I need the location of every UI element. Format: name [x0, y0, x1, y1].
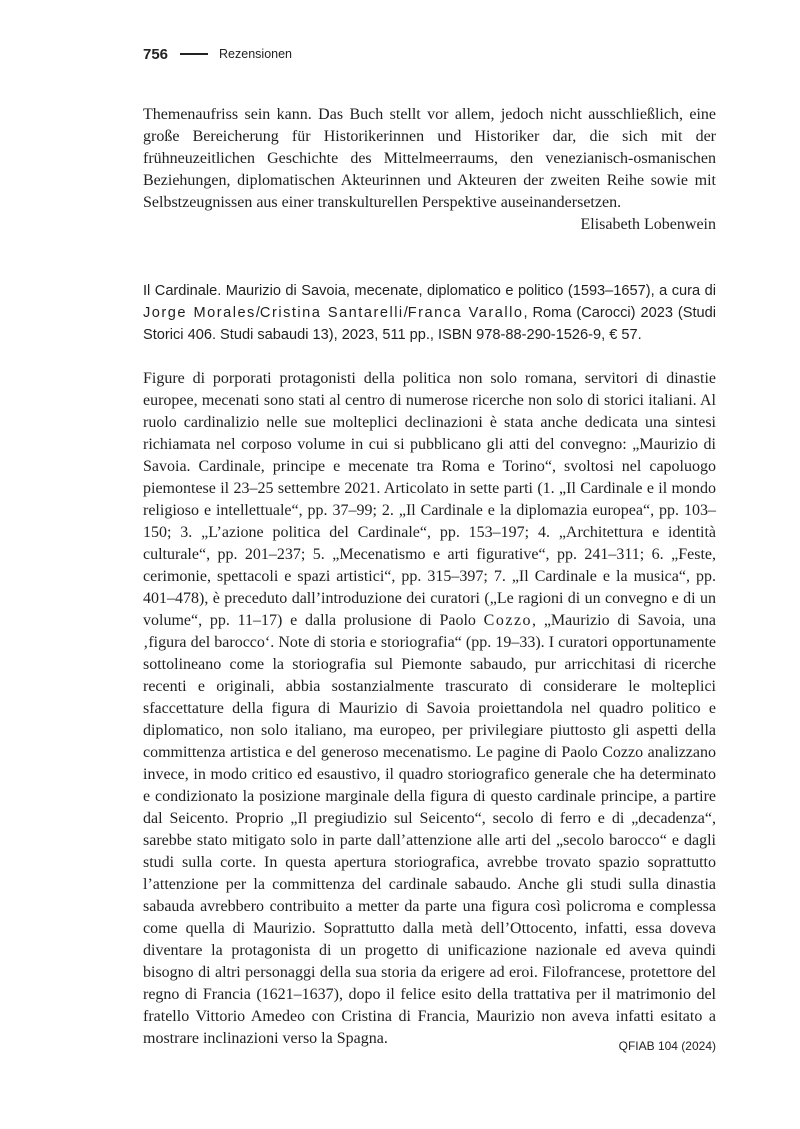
editor-separator: /	[255, 305, 260, 321]
reviewer-name: Elisabeth Lobenwein	[580, 216, 716, 233]
review-paragraph: Themenaufriss sein kann. Das Buch stellt vor allem, jedoch nicht ausschließlich, eine große Bereicherung für Historikerinnen und Historiker dar, die sich mit der frühneuzeitlichen Geschichte des Mittelmeerraums, den venezianisch-osmanischen Beziehungen, diplomatischen Akteurinnen und Akteuren der zweiten Reihe sowie mit Selbstzeugnissen aus einer transkulturellen Perspektive auseinandersetzen.	[143, 106, 716, 211]
header-rule	[180, 53, 208, 55]
editor-name: Jorge Morales	[143, 305, 256, 321]
editor-name: Cristina Santarelli	[259, 305, 404, 321]
previous-review-end	[143, 104, 716, 236]
page-number: 756	[143, 45, 169, 63]
editor-name: Franca Varallo	[407, 305, 524, 321]
section-title: Rezensionen	[219, 47, 292, 61]
review-text: , „Maurizio di Savoia, una ‚figura del barocco‘. Note di storia e storiografia“ (pp. 19–33). I curatori opportunamente sottolineano come la storiografia sul Piemonte sabaudo, pur arricchitasi di ricerche recenti e originali, abbia sostanzialmente trascurato di considerare le molteplici sfaccettature della figura di Maurizio di Savoia proiettandola nel quadro politico e diplomatico, non solo italiano, ma europeo, per privilegiare piuttosto gli aspetti della committenza artistica e del generoso mecenatismo. Le pagine di Paolo Cozzo analizzano invece, in modo critico ed esaustivo, il quadro storiografico generale che ha determinato e condizionato la posizione marginale della figura di questo cardinale principe, a partire dal Seicento. Proprio „Il pregiudizio sul Seicento“, secolo di ferro e di „decadenza“, sarebbe stato mitigato solo in parte dall’attenzione alle arti del „secolo barocco“ e dagli studi sulla corte. In questa apertura storiografica, avrebbe trovato spazio soprattutto l’attenzione per la committenza del cardinale sabaudo. Anche gli studi sulla dinastia sabauda avrebbero contribuito a metter da parte una figura così policroma e complessa come quella di Maurizio. Soprattutto dalla metà dell’Ottocento, infatti, essa doveva diventare la protagonista di un progetto di unificazione nazionale ed aveva quindi bisogno di altri personaggi della sua storia da erigere ad eroi. Filofrancese, protettore del regno di Francia (1621–1637), dopo il felice esito della trattativa per il matrimonio del fratello Vittorio Amedeo con Cristina di Francia, Maurizio non aveva infatti esitato a mostrare inclinazioni verso la Spagna.	[143, 612, 716, 1047]
review-body	[143, 368, 716, 1050]
editor-separator: /	[403, 305, 408, 321]
review-text: Figure di porporati protagonisti della politica non solo romana, servitori di dinastie europee, mecenati sono stati al centro di numerose ricerche non solo di storici italiani. Al ruolo cardinalizio nelle sue molteplici declinazioni è stata anche dedicata una sintesi richiamata nel corposo volume in cui si pubblicano gli atti del convegno: „Maurizio di Savoia. Cardinale, principe e mecenate tra Roma e Torino“, svoltosi nel capoluogo piemontese il 23–25 settembre 2021. Articolato in sette parti (1. „Il Cardinale e il mondo religioso e intellettuale“, pp. 37–99; 2. „Il Cardinale e la diplomazia europea“, pp. 103–150; 3. „L’azione politica del Cardinale“, pp. 153–197; 4. „Architettura e identità culturale“, pp. 201–237; 5. „Mecenatismo e arti figurative“, pp. 241–311; 6. „Feste, cerimonie, spettacoli e spazi artistici“, pp. 315–397; 7. „Il Cardinale e la musica“, pp. 401–478), è preceduto dall’introduzione dei curatori („Le ragioni di un convegno e di un volume“, pp. 11–17) e dalla prolusione di Paolo	[143, 370, 716, 629]
citation-publication: , Roma (Carocci) 2023 (Studi Storici 406. Studi sabaudi 13), 2023, 511 pp., ISBN 978-88-290-1526-9, € 57.	[143, 305, 717, 343]
journal-footer: QFIAB 104 (2024)	[618, 1039, 716, 1053]
page-header	[143, 44, 292, 64]
citation-title: Il Cardinale. Maurizio di Savoia, mecenate, diplomatico e politico (1593–1657), a cura di	[143, 283, 716, 299]
review-paragraph	[143, 368, 716, 1050]
book-citation	[143, 280, 716, 346]
author-name: Cozzo	[483, 612, 533, 629]
